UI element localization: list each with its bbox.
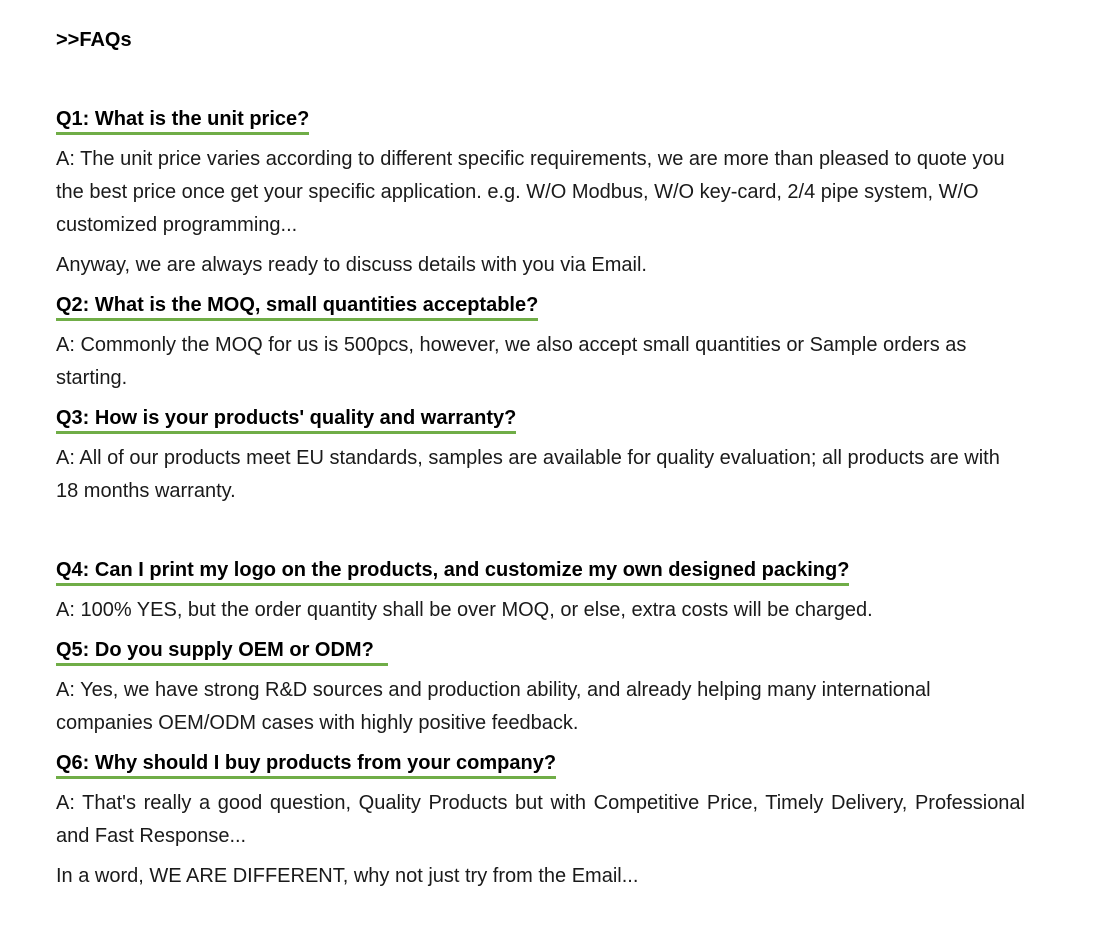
faq-question-text: Q1: What is the unit price? <box>56 108 309 135</box>
faq-item-q1 <box>56 103 1025 282</box>
faq-question-text: Q4: Can I print my logo on the products, and customize my own designed packing? <box>56 559 849 586</box>
blank-line-spacer <box>56 515 1025 554</box>
faq-question-q3 <box>56 402 1025 435</box>
faq-answer-q1-p2: Anyway, we are always ready to discuss details with you via Email. <box>56 254 647 276</box>
faq-answer-q3-p1: A: All of our products meet EU standards, samples are available for quality evaluation; all products are with 18 months warranty. <box>56 447 1000 502</box>
faq-answer-q4-p1: A: 100% YES, but the order quantity shall be over MOQ, or else, extra costs will be charged. <box>56 599 873 621</box>
faq-answer-q6-p2: In a word, WE ARE DIFFERENT, why not just try from the Email... <box>56 865 639 887</box>
faq-question-text: Q5: Do you supply OEM or ODM? <box>56 639 388 666</box>
faq-question-q5 <box>56 634 1025 667</box>
faq-item-q4 <box>56 554 1025 627</box>
faq-answer-q1-p1: A: The unit price varies according to different specific requirements, we are more than pleased to quote you the best price once get your specific application. e.g. W/O Modbus, W/O key-card, 2/4 pipe system, W/O customized programming... <box>56 148 1005 236</box>
faq-question-q4 <box>56 554 1025 587</box>
faq-question-text: Q3: How is your products' quality and warranty? <box>56 407 516 434</box>
faq-item-q2 <box>56 289 1025 395</box>
faq-question-text: Q2: What is the MOQ, small quantities acceptable? <box>56 294 538 321</box>
faq-item-q3 <box>56 402 1025 508</box>
faq-question-q2 <box>56 289 1025 322</box>
faq-item-q5 <box>56 634 1025 740</box>
faq-answer-q5-p1: A: Yes, we have strong R&D sources and production ability, and already helping many international companies OEM/ODM cases with highly positive feedback. <box>56 679 931 734</box>
faq-answer-q2-p1: A: Commonly the MOQ for us is 500pcs, however, we also accept small quantities or Sample orders as starting. <box>56 334 967 389</box>
faq-answer-q6-p1: A: That's really a good question, Quality Products but with Competitive Price, Timely Delivery, Professional and Fast Response... <box>56 792 1025 847</box>
faq-question-q6 <box>56 747 1025 780</box>
faq-item-q6 <box>56 747 1025 893</box>
page-title: >>FAQs <box>56 29 132 51</box>
faq-question-q1 <box>56 103 1025 136</box>
faq-question-text: Q6: Why should I buy products from your company? <box>56 752 556 779</box>
